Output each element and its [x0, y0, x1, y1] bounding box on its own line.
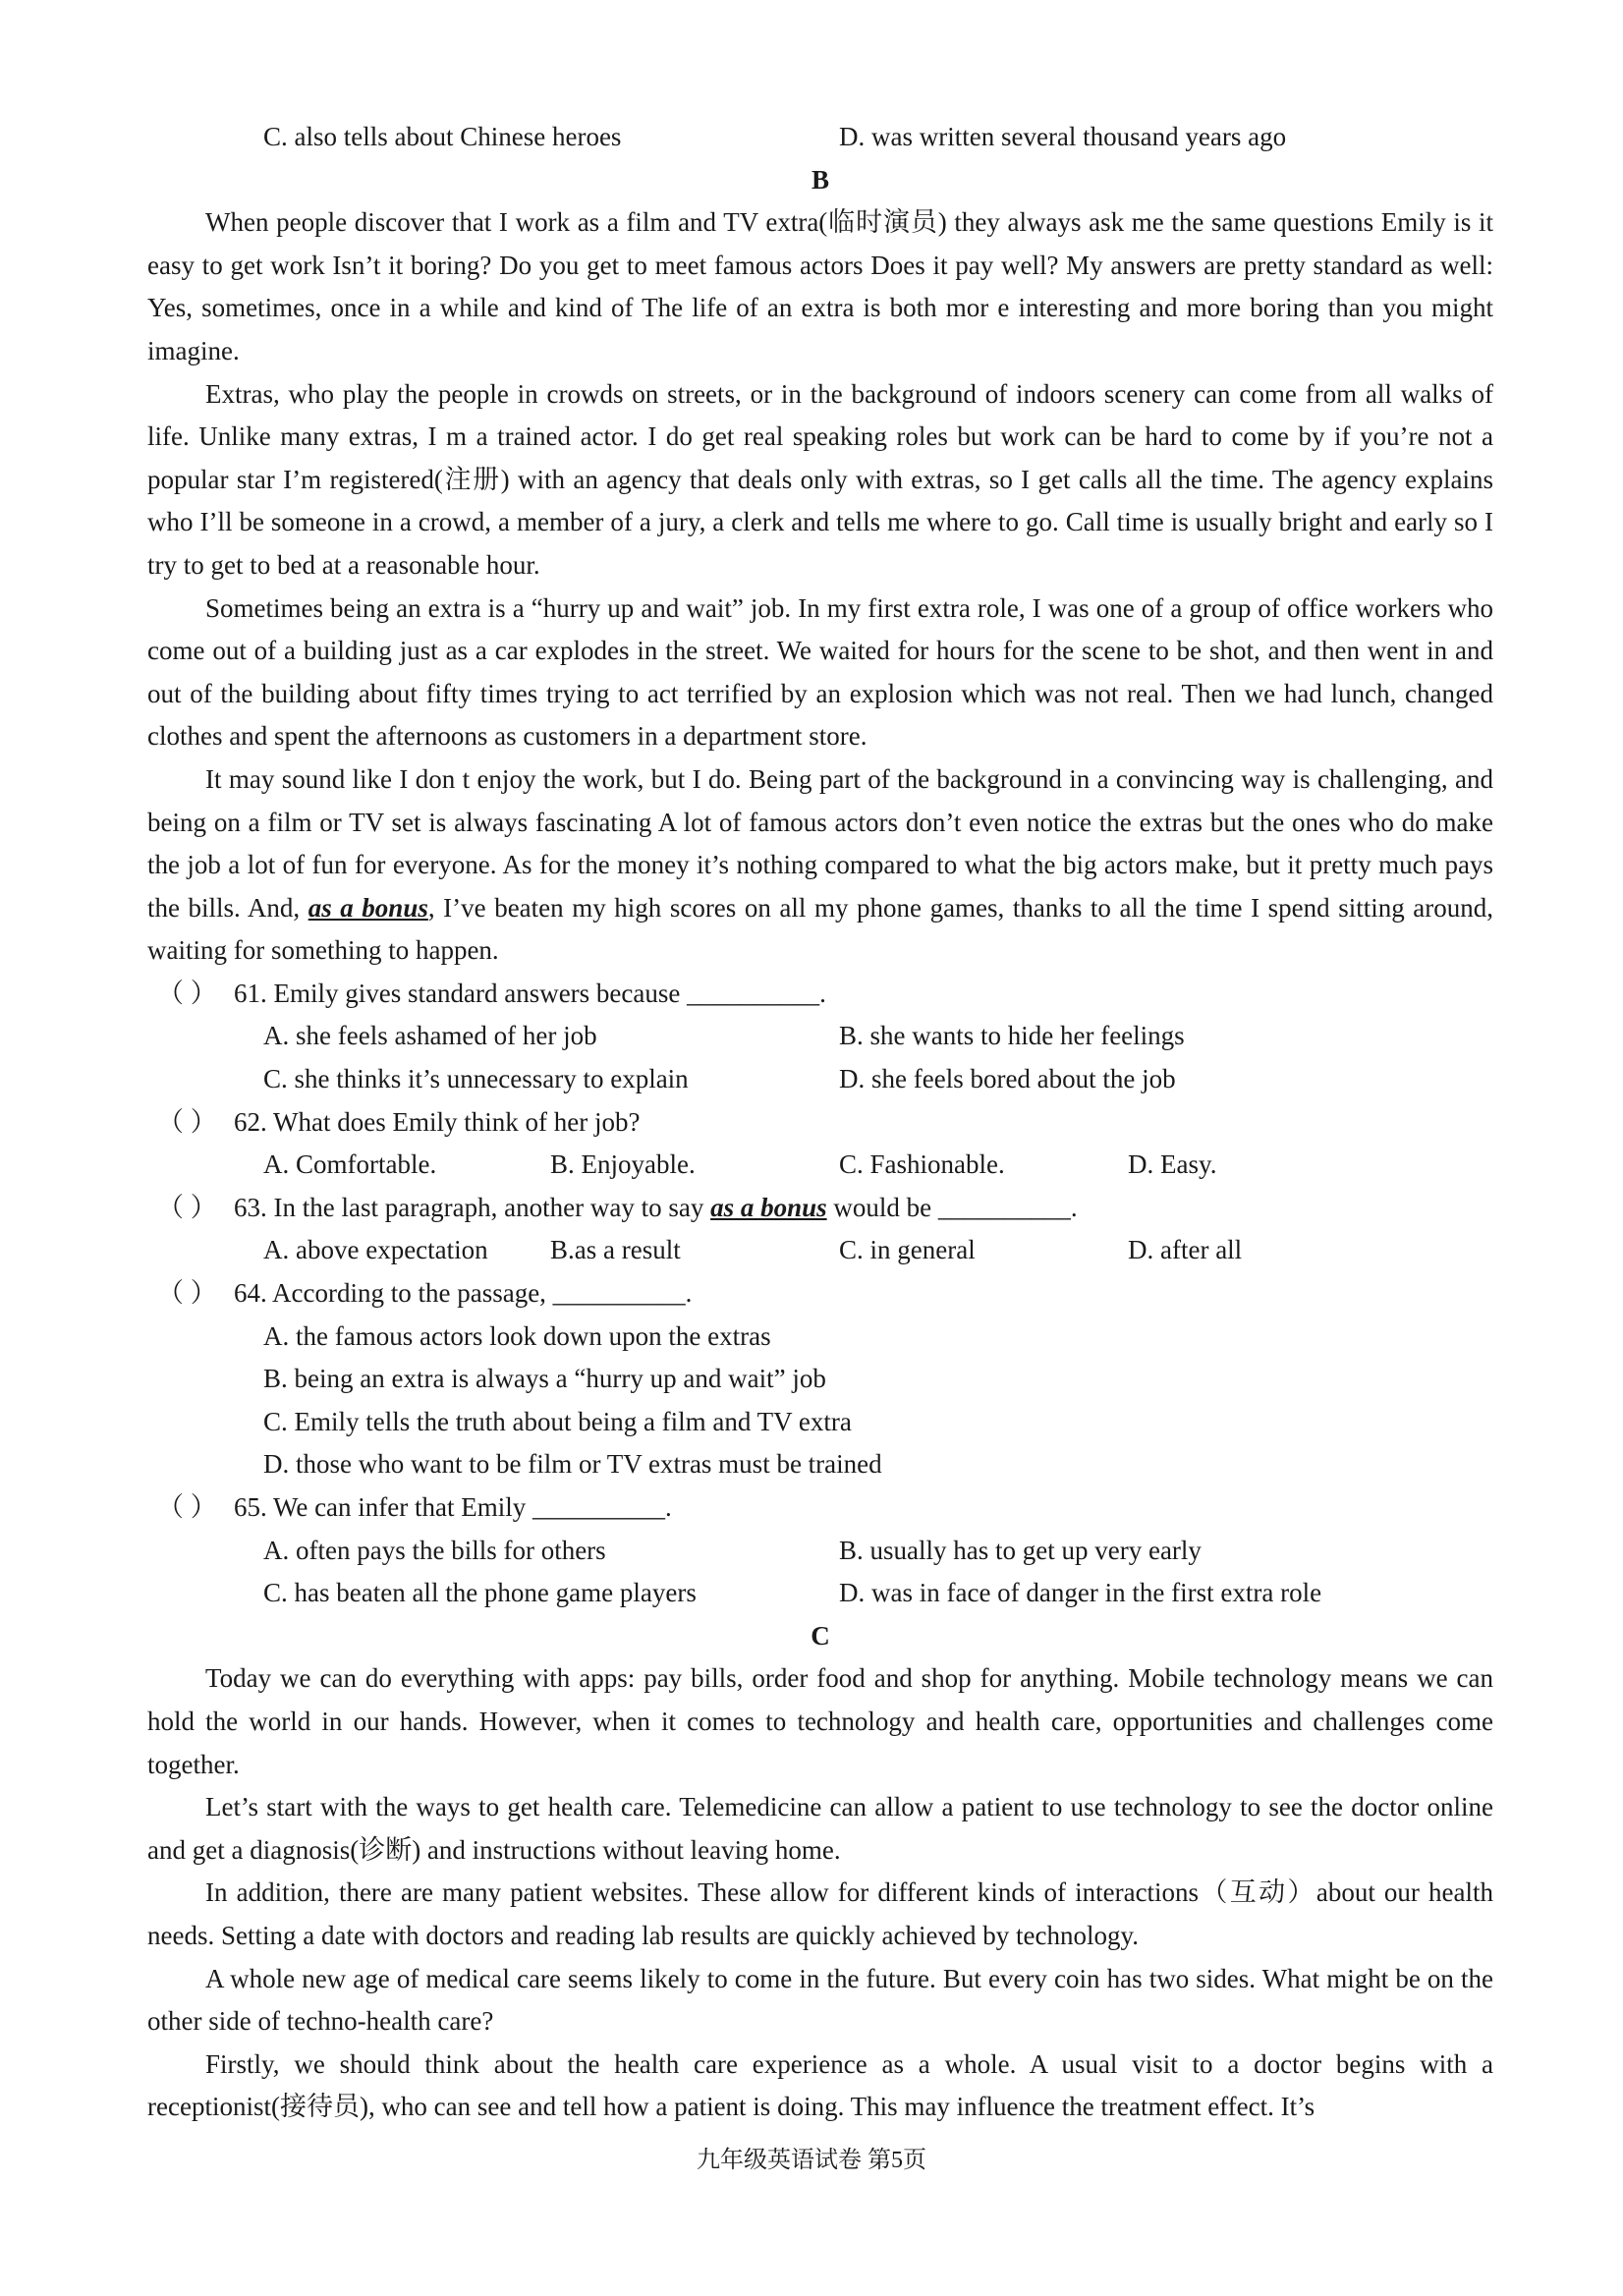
q64-option-b: B. being an extra is always a “hurry up and wait” job — [263, 1364, 826, 1394]
question-65-options-row-1 — [147, 1530, 1493, 1573]
question-62-options — [147, 1144, 1493, 1187]
question-63-text — [234, 1187, 1078, 1230]
q61-option-b: B. she wants to hide her feelings — [839, 1021, 1185, 1051]
q64-option-a: A. the famous actors look down upon the extras — [263, 1320, 771, 1351]
q63-option-a: A. above expectation — [263, 1235, 488, 1265]
option-d: D. was written several thousand years ago — [839, 122, 1287, 151]
q63-option-c: C. in general — [839, 1235, 976, 1265]
q64-option-a-row — [147, 1316, 1493, 1359]
question-64-text: 64. According to the passage, __________. — [234, 1278, 693, 1309]
q63-text-start: 63. In the last paragraph, another way to say — [234, 1192, 711, 1222]
q64-option-d-row — [147, 1443, 1493, 1486]
section-c-paragraph-5: Firstly, we should think about the health care experience as a whole. A usual visit to a doctor begins with a receptionist(接待员), who can see and tell how a patient is doing. This may influence the treatment effect. It’s — [147, 2048, 1493, 2122]
section-c-paragraph-4: A whole new age of medical care seems likely to come in the future. But every coin has two sides. What might be on the other side of techno-health care? — [147, 1963, 1493, 2037]
top-options-row — [147, 116, 1493, 159]
answer-blank[interactable]: （ ） — [157, 1278, 217, 1309]
q65-option-d: D. was in face of danger in the first extra role — [839, 1578, 1322, 1608]
answer-blank[interactable]: （ ） — [157, 1192, 217, 1222]
section-b-paragraph-1: When people discover that I work as a film and TV extra(临时演员) they always ask me the same questions Emily is it easy to get work Isn’t it boring? Do you get to meet famous actors Does it pay well? My answers are pretty standard as well: Yes, sometimes, once in a while and kind of The life of an extra is both mor e interesting and more boring than you might imagine. — [147, 207, 1493, 365]
q64-option-c-row — [147, 1401, 1493, 1444]
q65-option-c: C. has beaten all the phone game players — [263, 1578, 697, 1608]
q64-option-b-row — [147, 1358, 1493, 1401]
paragraph-4-start: It may sound like I don t enjoy the work, but I do. Being part of the background in a convincing way is challenging, and being on a film or TV set is always fascinating A lot of famous actors don’t even notice the extras but the ones who do make the job a lot of fun for everyone. As for the money it’s nothing compared to what the big actors make, but it pretty much pays the bills. And, — [147, 763, 1493, 923]
q61-option-a: A. she feels ashamed of her job — [263, 1021, 597, 1051]
q62-option-d: D. Easy. — [1128, 1149, 1217, 1180]
question-63-options — [147, 1229, 1493, 1272]
answer-blank[interactable]: （ ） — [157, 1492, 217, 1522]
answer-blank[interactable]: （ ） — [157, 1106, 217, 1137]
section-b-paragraph-2: Extras, who play the people in crowds on streets, or in the background of indoors scenery can come from all walks of life. Unlike many extras, I m a trained actor. I do get real speaking roles but work can be hard to come by if you’re not a popular star I’m registered(注册) with an agency that deals only with extras, so I get calls all the time. The agency explains who I’ll be someone in a crowd, a member of a jury, a clerk and tells me where to go. Call time is usually bright and early so I try to get to bed at a reasonable hour. — [147, 378, 1493, 580]
section-b-paragraph-4 — [147, 758, 1493, 973]
q63-text-end: would be __________. — [826, 1192, 1078, 1222]
q63-option-b: B.as a result — [550, 1235, 681, 1265]
question-61-options-row-1 — [147, 1015, 1493, 1058]
q61-option-c: C. she thinks it’s unnecessary to explain — [263, 1064, 689, 1094]
page-footer: 九年级英语试卷 第5页 — [697, 2148, 926, 2173]
question-64 — [147, 1272, 1493, 1316]
page-content — [147, 116, 1493, 2129]
paragraph-4-end: , I’ve beaten my high scores on all my phone games, thanks to all the time I spend sitting around, waiting for something to happen. — [147, 892, 1493, 966]
option-c: C. also tells about Chinese heroes — [263, 122, 622, 151]
section-b-paragraph-3: Sometimes being an extra is a “hurry up and wait” job. In my first extra role, I was one of a group of office workers who come out of a building just as a car explodes in the street. We waited for hours for the scene to be shot, and then went in and out of the building about fifty times trying to act terrified by an explosion which was not real. Then we had lunch, changed clothes and spent the afternoons as customers in a department store. — [147, 592, 1493, 752]
q65-option-b: B. usually has to get up very early — [839, 1535, 1202, 1565]
as-a-bonus-phrase: as a bonus — [308, 892, 428, 923]
section-b-heading: B — [811, 164, 829, 195]
question-63 — [147, 1187, 1493, 1230]
question-61-text: 61. Emily gives standard answers because __________. — [234, 978, 826, 1008]
q64-option-c: C. Emily tells the truth about being a film and TV extra — [263, 1406, 852, 1436]
q63-option-d: D. after all — [1128, 1235, 1243, 1265]
q62-option-b: B. Enjoyable. — [550, 1149, 696, 1180]
question-65 — [147, 1486, 1493, 1530]
section-c-paragraph-1: Today we can do everything with apps: pay bills, order food and shop for anything. Mobile technology means we can hold the world in our hands. However, when it comes to technology and health care, opportunities and challenges come together. — [147, 1663, 1493, 1779]
q61-option-d: D. she feels bored about the job — [839, 1064, 1176, 1094]
section-c-heading: C — [811, 1620, 830, 1651]
question-61 — [147, 973, 1493, 1016]
q62-option-a: A. Comfortable. — [263, 1149, 437, 1180]
question-61-options-row-2 — [147, 1058, 1493, 1101]
question-65-text: 65. We can infer that Emily __________. — [234, 1492, 672, 1522]
q62-option-c: C. Fashionable. — [839, 1149, 1005, 1180]
question-65-options-row-2 — [147, 1572, 1493, 1615]
answer-blank[interactable]: （ ） — [157, 978, 217, 1008]
question-62-text: 62. What does Emily think of her job? — [234, 1106, 641, 1137]
q64-option-d: D. those who want to be film or TV extras must be trained — [263, 1449, 882, 1480]
section-c-paragraph-2: Let’s start with the ways to get health care. Telemedicine can allow a patient to use technology to see the doctor online and get a diagnosis(诊断) and instructions without leaving home. — [147, 1792, 1493, 1865]
section-c-paragraph-3: In addition, there are many patient websites. These allow for different kinds of interactions（互动）about our health needs. Setting a date with doctors and reading lab results are quickly achieved by technology. — [147, 1877, 1493, 1950]
question-62 — [147, 1101, 1493, 1145]
q63-as-a-bonus: as a bonus — [710, 1192, 827, 1222]
q65-option-a: A. often pays the bills for others — [263, 1535, 606, 1565]
